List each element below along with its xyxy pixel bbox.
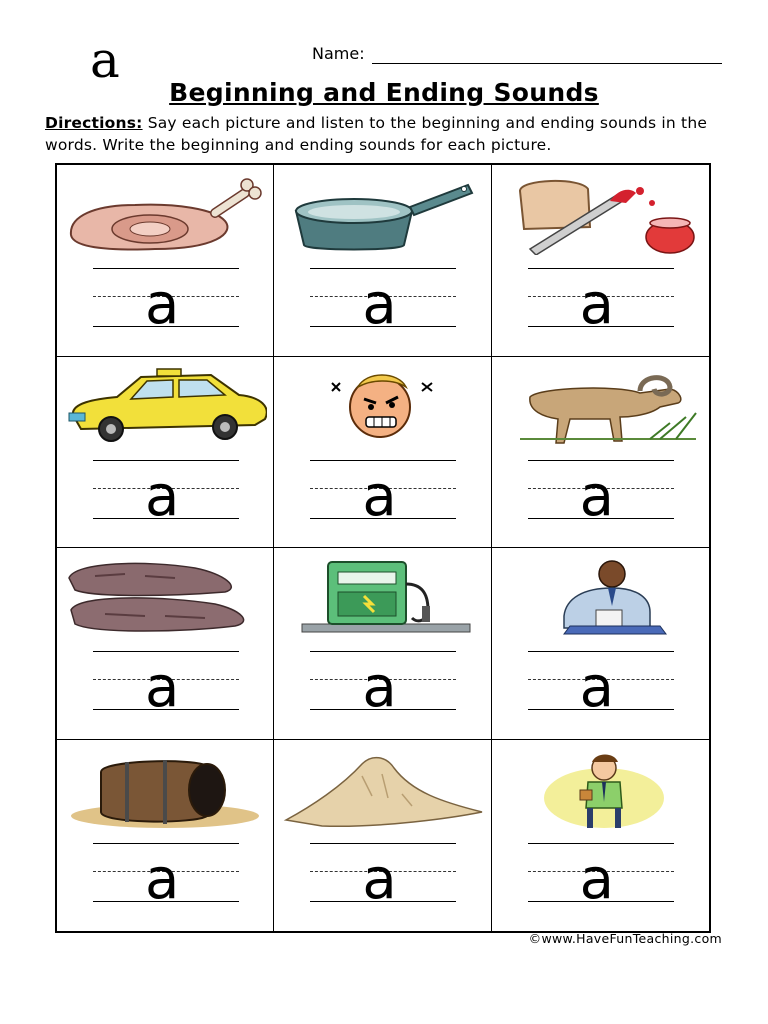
ram-icon xyxy=(500,363,702,447)
ham-icon xyxy=(65,171,267,255)
sand-pile-icon xyxy=(282,746,484,830)
writing-line-top xyxy=(93,843,239,844)
writing-line-top xyxy=(528,843,674,844)
sad-man-icon xyxy=(500,554,702,638)
yam-icon xyxy=(65,554,267,638)
name-line[interactable] xyxy=(372,63,722,64)
vowel-letter: a xyxy=(362,655,397,720)
vowel-letter: a xyxy=(145,655,180,720)
directions xyxy=(45,112,735,156)
cell-man xyxy=(492,740,709,932)
cell-pan xyxy=(274,165,491,357)
vowel-letter: a xyxy=(579,846,614,912)
cell-yam xyxy=(57,548,274,740)
writing-line-top xyxy=(310,843,456,844)
cell-keg xyxy=(57,740,274,932)
writing-line-top xyxy=(310,460,456,461)
page-title: Beginning and Ending Sounds xyxy=(169,78,599,107)
directions-text: Say each picture and listen to the beginning and ending sounds in the words. Write the beginning and ending sounds for each picture. xyxy=(45,114,708,154)
vowel-letter: a xyxy=(145,272,180,337)
vowel-letter: a xyxy=(145,463,180,529)
pan-icon xyxy=(282,171,484,255)
jam-icon xyxy=(500,171,702,255)
cell-sand xyxy=(274,740,491,932)
vowel-letter: a xyxy=(362,463,397,529)
vowel-letter: a xyxy=(579,463,614,529)
writing-line-top xyxy=(93,460,239,461)
cell-gas xyxy=(274,548,491,740)
vowel-letter: a xyxy=(362,846,397,912)
gas-pump-icon xyxy=(282,554,484,638)
mad-face-icon xyxy=(282,363,484,447)
vowel-letter: a xyxy=(579,272,614,337)
writing-line-top xyxy=(528,460,674,461)
picture-grid xyxy=(55,163,711,933)
writing-line-top xyxy=(93,651,239,652)
cab-icon xyxy=(65,363,267,447)
writing-line-top xyxy=(528,651,674,652)
man-icon xyxy=(500,746,702,830)
writing-line-top xyxy=(310,651,456,652)
keg-barrel-icon xyxy=(65,746,267,830)
cell-sad xyxy=(492,548,709,740)
writing-line-top xyxy=(528,268,674,269)
vowel-letter: a xyxy=(579,655,614,720)
cell-jam xyxy=(492,165,709,357)
worksheet-letter: a xyxy=(90,31,120,89)
name-label: Name: xyxy=(312,44,365,63)
cell-mad xyxy=(274,357,491,549)
writing-line-top xyxy=(93,268,239,269)
cell-ram xyxy=(492,357,709,549)
cell-cab xyxy=(57,357,274,549)
cell-ham xyxy=(57,165,274,357)
vowel-letter: a xyxy=(362,272,397,337)
vowel-letter: a xyxy=(145,846,180,912)
writing-line-top xyxy=(310,268,456,269)
copyright-notice: ©www.HaveFunTeaching.com xyxy=(528,931,722,946)
directions-label: Directions: xyxy=(45,114,143,132)
